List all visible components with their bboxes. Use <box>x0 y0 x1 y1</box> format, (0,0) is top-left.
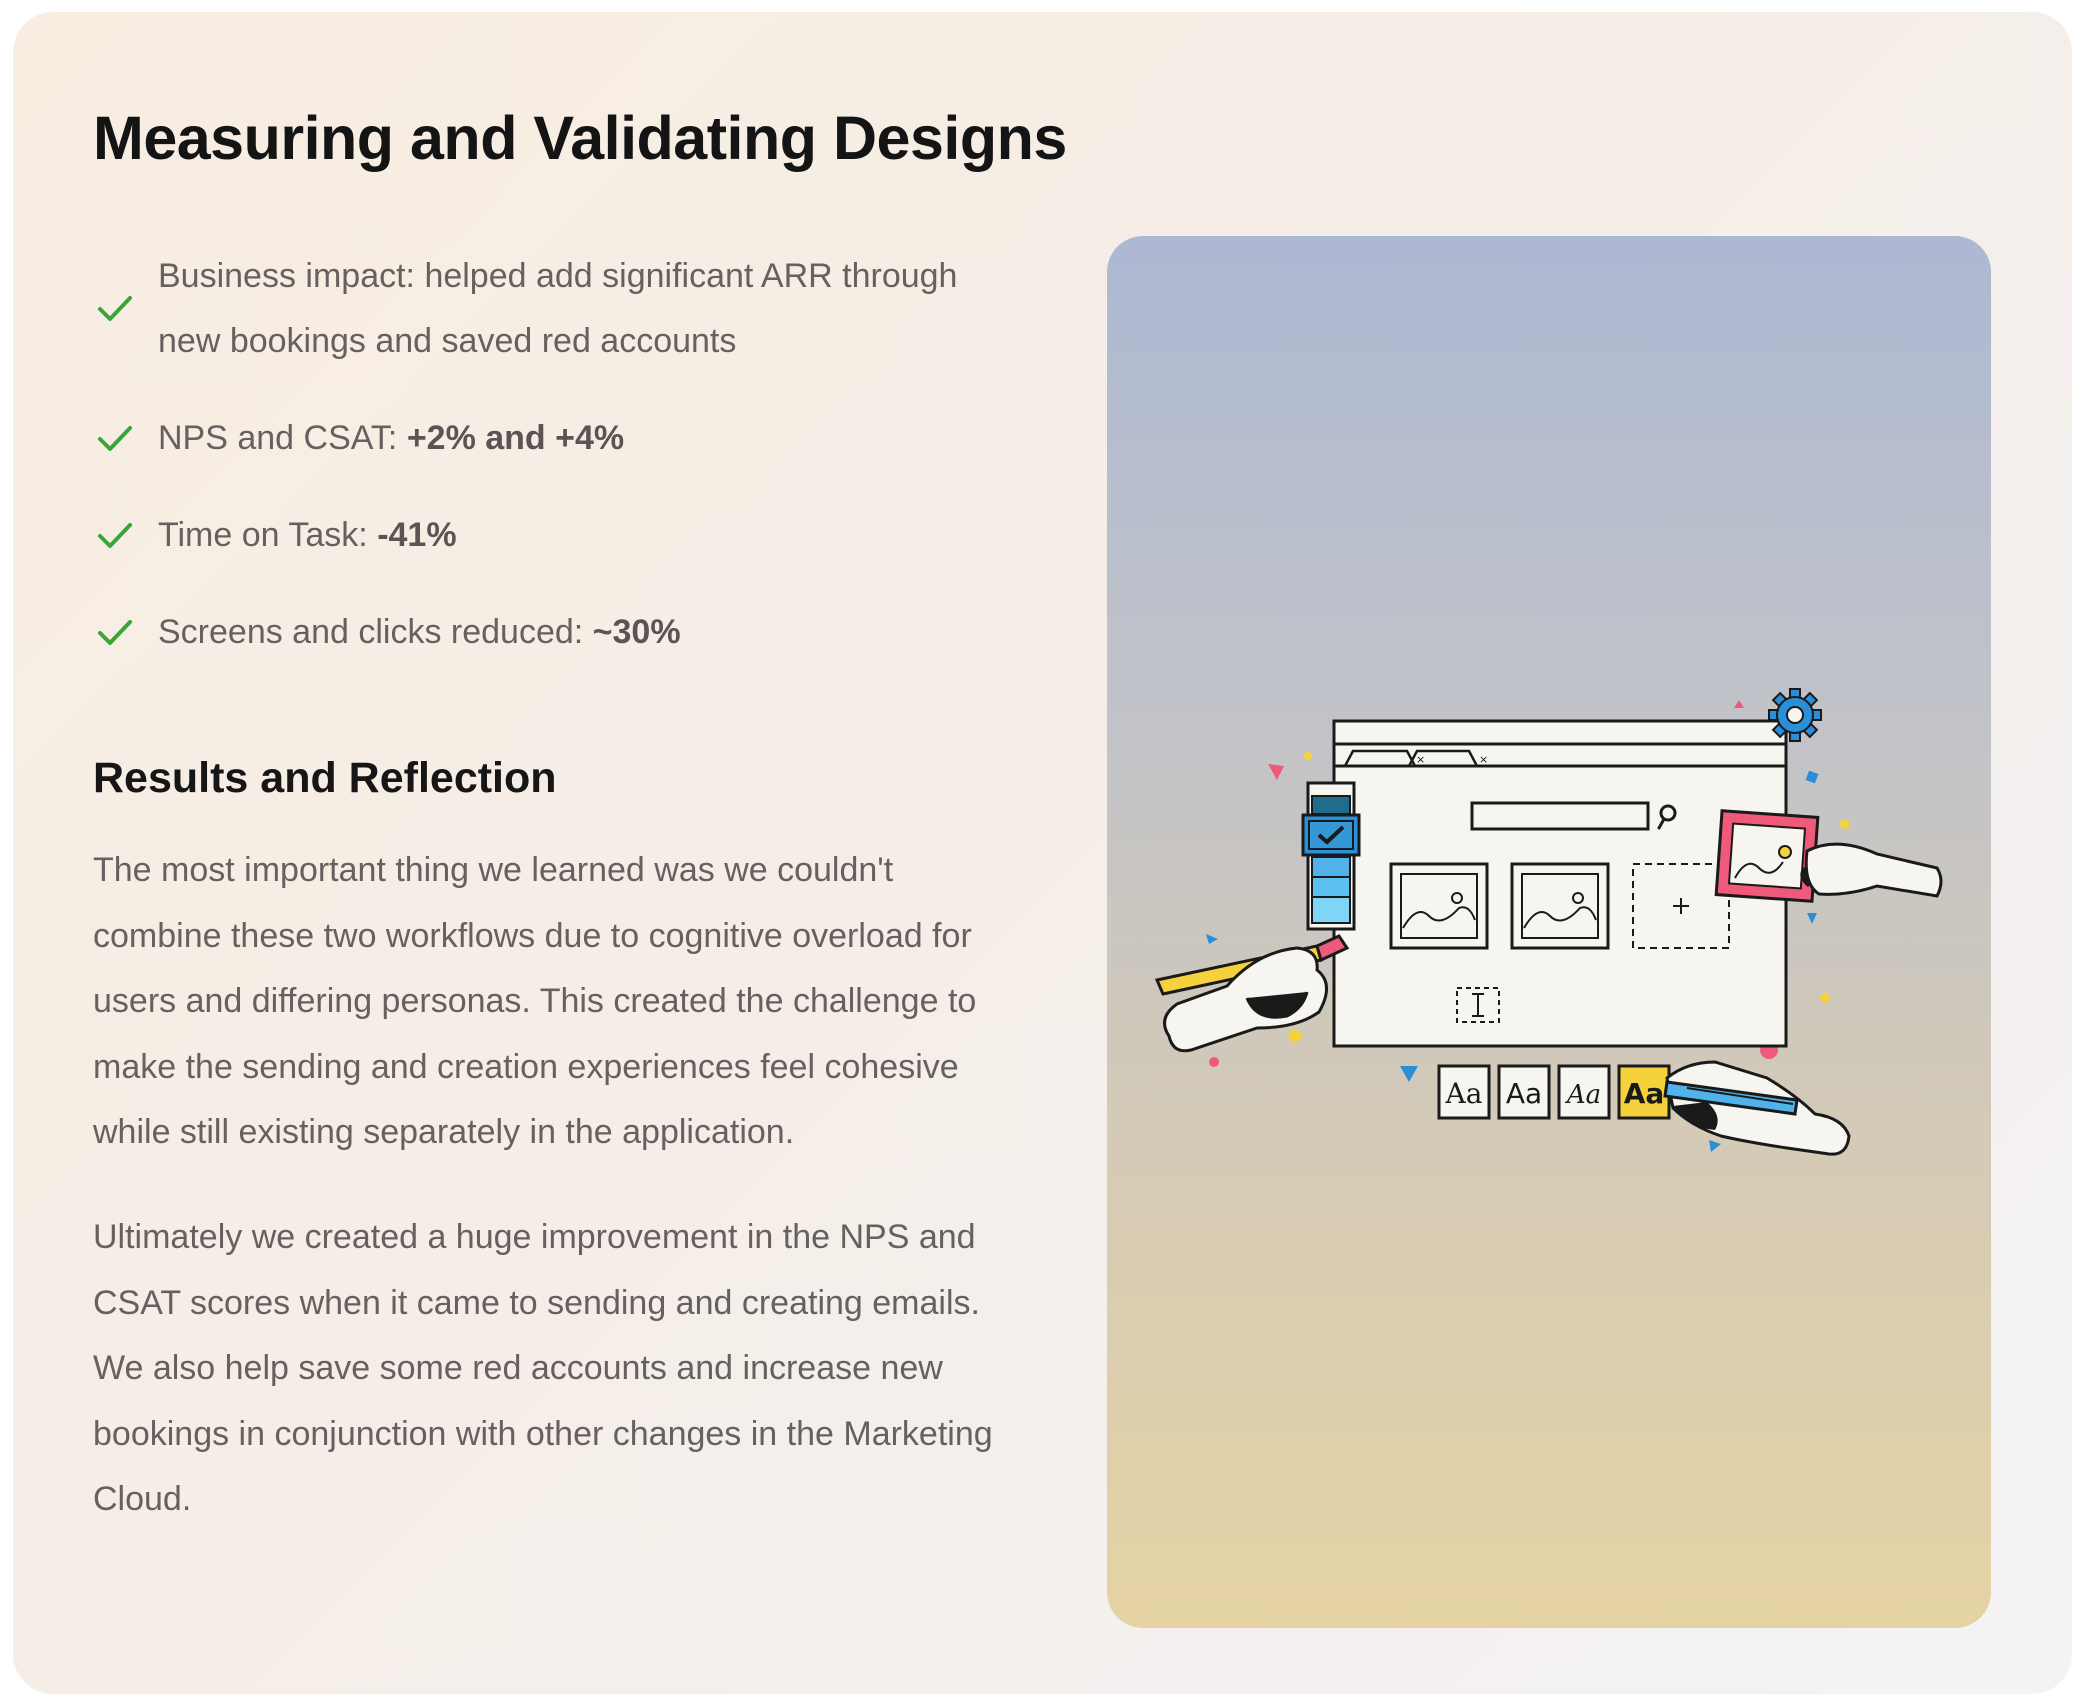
pencil-hand-left <box>1157 936 1347 1051</box>
color-swatch-strip <box>1303 783 1359 929</box>
results-paragraph: Ultimately we created a huge improvement in the NPS and CSAT scores when it came to sending and creating emails. We also help save some red accounts and increase new bookings in conjunction with other changes in the Marketing Cloud. <box>93 1218 993 1518</box>
design-editor-illustration <box>1107 236 1991 1628</box>
check-icon <box>97 294 133 324</box>
font-sample: Aa <box>1505 1077 1543 1110</box>
gear-icon <box>1769 689 1821 741</box>
font-sample: Aa <box>1566 1080 1602 1110</box>
checklist-item <box>93 503 993 568</box>
font-sample: Aa <box>1623 1077 1665 1110</box>
results-paragraph: The most important thing we learned was we couldn't combine these two workflows due to cognitive overload for users and differing personas. This created the challenge to make the sending and creation experiences feel cohesive while still existing separately in the application. <box>93 851 977 1151</box>
illustration-panel <box>1107 236 1991 1628</box>
svg-text:×: × <box>1479 753 1489 766</box>
check-icon <box>97 424 133 454</box>
checklist-item-text: NPS and CSAT: <box>158 419 407 457</box>
check-icon <box>97 618 133 648</box>
section-title: Measuring and Validating Designs <box>93 104 1067 172</box>
checklist-item-value: +2% and +4% <box>406 419 625 457</box>
checklist-item-text: Screens and clicks reduced: <box>158 613 593 651</box>
svg-text:×: × <box>1416 753 1426 766</box>
checklist-item <box>93 600 993 665</box>
checklist-item-text: Business impact: helped add significant ARR through new bookings and saved red accounts <box>158 257 958 360</box>
case-study-card <box>13 12 2072 1694</box>
font-sample-row <box>1439 1066 1669 1118</box>
font-sample: Aa <box>1445 1077 1483 1110</box>
checklist-item-value: ~30% <box>592 613 681 651</box>
checklist-item <box>93 406 993 471</box>
pen-hand-right <box>1665 1062 1849 1154</box>
results-heading: Results and Reflection <box>93 754 557 802</box>
checklist-item <box>93 244 993 374</box>
photo-frame-hand <box>1716 811 1941 901</box>
metrics-checklist <box>93 244 993 697</box>
checklist-item-value: -41% <box>377 516 457 554</box>
checklist-item-text: Time on Task: <box>158 516 378 554</box>
check-icon <box>97 521 133 551</box>
